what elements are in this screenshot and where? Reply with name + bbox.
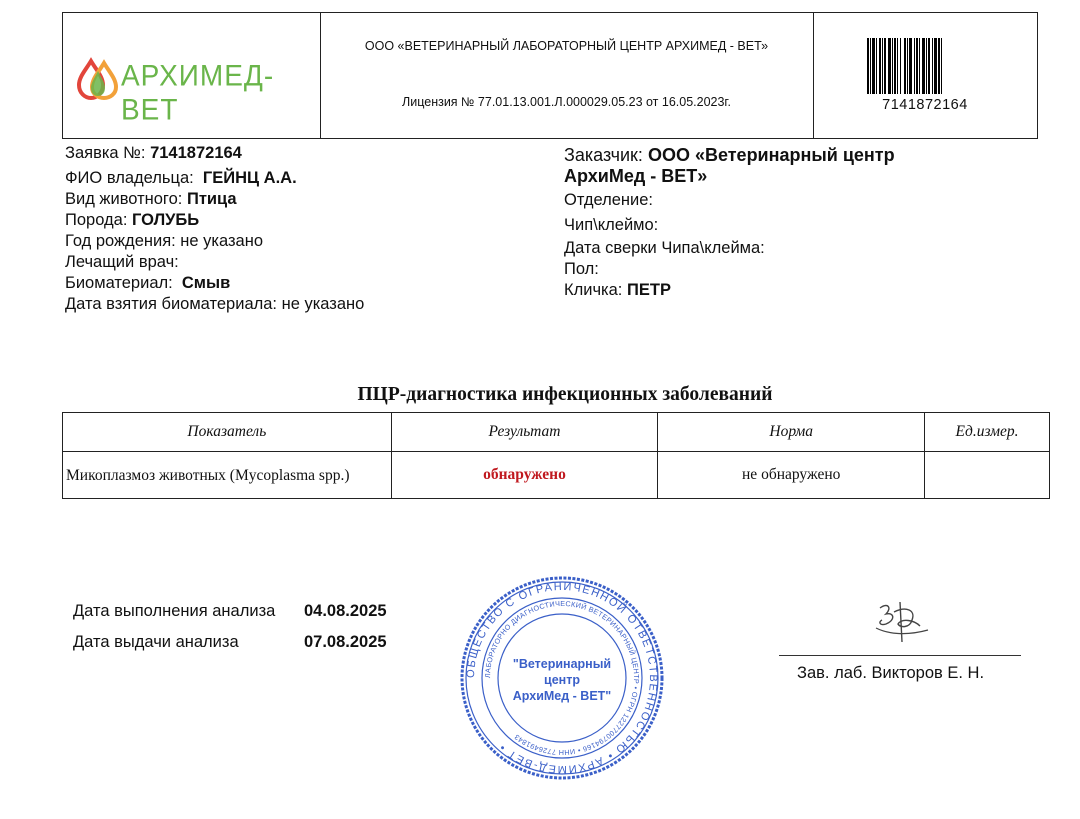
header-unit: Ед.измер. bbox=[925, 413, 1050, 452]
species-row bbox=[65, 189, 364, 210]
customer-line1: ООО «Ветеринарный центр bbox=[647, 145, 895, 165]
table-header-row bbox=[63, 413, 1050, 452]
stamp-center-3: АрхиМед - ВЕТ" bbox=[512, 689, 612, 703]
breed-label: Порода: bbox=[65, 211, 128, 229]
nickname-label: Кличка: bbox=[564, 281, 623, 299]
issued-value: 07.08.2025 bbox=[304, 633, 387, 651]
sample-date: Дата взятия биоматериала: не указано bbox=[65, 295, 365, 313]
license-text: Лицензия № 77.01.13.001.Л.000029.05.23 от 16.05.2023г. bbox=[402, 95, 731, 109]
results-table bbox=[62, 412, 1050, 499]
customer-info bbox=[564, 145, 895, 301]
owner-row bbox=[65, 168, 364, 189]
sex-label: Пол: bbox=[564, 260, 599, 278]
nickname-row bbox=[564, 280, 895, 301]
owner-value: ГЕЙНЦ А.А. bbox=[202, 169, 297, 187]
chip-label: Чип\клеймо: bbox=[564, 216, 659, 234]
document-header bbox=[62, 12, 1038, 139]
owner-label: ФИО владельца: bbox=[65, 169, 194, 187]
done-label: Дата выполнения анализа bbox=[73, 602, 276, 620]
unit-cell bbox=[925, 452, 1050, 499]
stamp-inner-ring: ЛАБОРАТОРНО ДИАГНОСТИЧЕСКИЙ ВЕТЕРИНАРНЫЙ ЦЕНТР • ОГРН 1227700794166 • ИНН 7726491843 bbox=[482, 598, 642, 758]
drop-logo-icon bbox=[77, 57, 119, 101]
customer-row bbox=[564, 145, 895, 166]
barcode-icon bbox=[867, 38, 985, 94]
species-label: Вид животного: bbox=[65, 190, 183, 208]
order-value: 7141872164 bbox=[150, 144, 242, 162]
customer-line2: АрхиМед - ВЕТ» bbox=[564, 166, 708, 186]
birth-year: Год рождения: не указано bbox=[65, 232, 264, 250]
org-cell bbox=[320, 13, 814, 138]
stamp-center-1: "Ветеринарный bbox=[512, 657, 612, 671]
order-row bbox=[65, 143, 364, 164]
breed-row bbox=[65, 210, 364, 231]
customer-label: Заказчик: bbox=[564, 145, 643, 165]
biomaterial-row bbox=[65, 273, 364, 294]
org-name: ООО «ВЕТЕРИНАРНЫЙ ЛАБОРАТОРНЫЙ ЦЕНТР АРХИМЕД - ВЕТ» bbox=[364, 39, 769, 53]
done-date-row bbox=[73, 602, 413, 633]
table-row bbox=[63, 452, 1050, 499]
signature-icon bbox=[872, 598, 932, 650]
indicator-cell: Микоплазмоз животных (Mycoplasma spp.) bbox=[63, 452, 392, 499]
header-result: Результат bbox=[391, 413, 658, 452]
header-norm: Норма bbox=[658, 413, 925, 452]
section-title: ПЦР-диагностика инфекционных заболеваний bbox=[357, 384, 773, 405]
patient-info bbox=[65, 143, 364, 315]
department-label: Отделение: bbox=[564, 191, 653, 209]
order-label: Заявка №: bbox=[65, 144, 146, 162]
stamp-center-2: центр bbox=[544, 673, 580, 687]
barcode-cell bbox=[813, 13, 1037, 138]
stamp-outer-ring: ОБЩЕСТВО С ОГРАНИЧЕННОЙ ОТВЕТСТВЕННОСТЬЮ • АРХИМЕД-ВЕТ • bbox=[464, 580, 660, 776]
issued-label: Дата выдачи анализа bbox=[73, 633, 239, 651]
doctor-label: Лечащий врач: bbox=[65, 253, 179, 271]
result-cell: обнаружено bbox=[391, 452, 658, 499]
stamp-seal-icon bbox=[458, 574, 666, 782]
breed-value: ГОЛУБЬ bbox=[132, 211, 200, 229]
biomaterial-label: Биоматериал: bbox=[65, 274, 173, 292]
species-value: Птица bbox=[186, 190, 237, 208]
barcode-number: 7141872164 bbox=[882, 97, 968, 113]
done-value: 04.08.2025 bbox=[304, 602, 387, 620]
customer-row-2 bbox=[564, 166, 895, 187]
issued-date-row bbox=[73, 633, 413, 664]
signature-line bbox=[779, 655, 1021, 656]
nickname-value: ПЕТР bbox=[627, 281, 671, 299]
logo-text: АРХИМЕД-ВЕТ bbox=[121, 59, 275, 126]
biomaterial-value: Смыв bbox=[181, 274, 231, 292]
chip-check-label: Дата сверки Чипа\клейма: bbox=[564, 239, 765, 257]
analysis-dates bbox=[73, 602, 413, 664]
signatory-name: Зав. лаб. Викторов Е. Н. bbox=[797, 664, 985, 682]
norm-cell: не обнаружено bbox=[658, 452, 925, 499]
logo-cell bbox=[63, 13, 321, 138]
header-indicator: Показатель bbox=[63, 413, 392, 452]
